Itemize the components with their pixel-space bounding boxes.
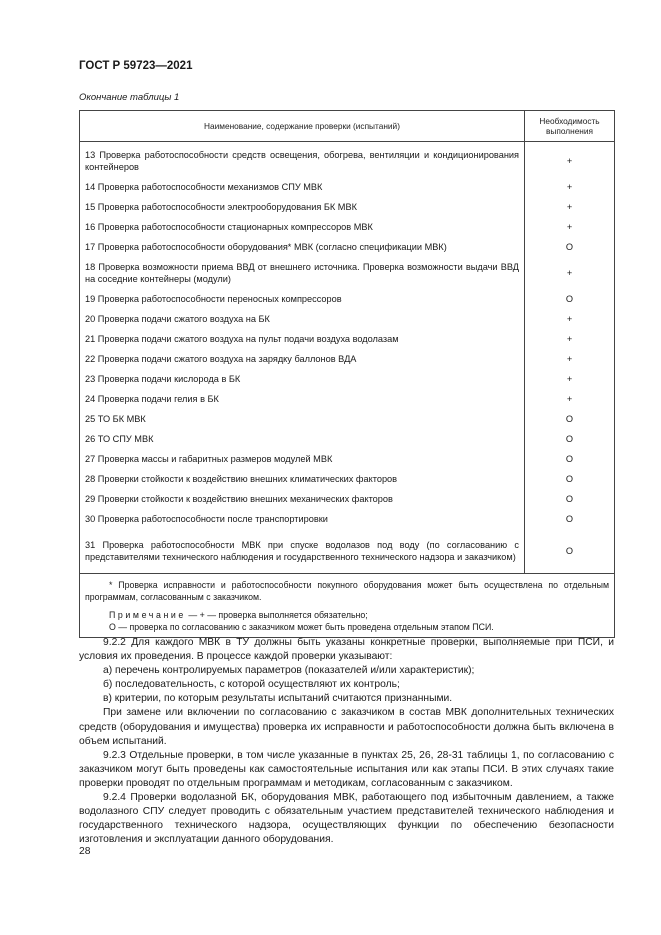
paragraph-9-2-3: 9.2.3 Отдельные проверки, в том числе указанные в пунктах 25, 26, 28-31 таблицы 1, по согласованию с заказчиком могут быть проведены как самостоятельные испытания или как этапы ПСИ. В этих случаях такие проверки проводят по отдельным программам и методикам, согласованным с заказчиком.: [79, 749, 614, 789]
table-notes-row: [80, 574, 615, 638]
table-row: [80, 177, 615, 197]
table-caption: Окончание таблицы 1: [79, 92, 180, 103]
list-item-b: б) последовательность, с которой осуществляют их контроль;: [103, 679, 400, 691]
table-row: [80, 349, 615, 369]
table-row: [80, 369, 615, 389]
check-name: 18 Проверка возможности приема ВВД от внешнего источника. Проверка возможности выдачи ВВД на соседние контейнеры (модули): [80, 257, 525, 289]
check-necessity: О: [525, 449, 615, 469]
table-row: [80, 197, 615, 217]
table-row: [80, 509, 615, 529]
check-necessity: +: [525, 349, 615, 369]
standard-header: ГОСТ Р 59723—2021: [79, 60, 193, 72]
check-name: 15 Проверка работоспособности электрооборудования БК МВК: [80, 197, 525, 217]
check-necessity: +: [525, 329, 615, 349]
check-name: 30 Проверка работоспособности после транспортировки: [80, 509, 525, 529]
check-name: 22 Проверка подачи сжатого воздуха на зарядку баллонов ВДА: [80, 349, 525, 369]
column-header-name: Наименование, содержание проверки (испытаний): [80, 111, 525, 142]
check-necessity: +: [525, 197, 615, 217]
check-name: 23 Проверка подачи кислорода в БК: [80, 369, 525, 389]
check-necessity: +: [525, 142, 615, 178]
check-name: 29 Проверки стойкости к воздействию внешних механических факторов: [80, 489, 525, 509]
check-name: 31 Проверка работоспособности МВК при спуске водолазов под воду (по согласованию с представителями технического наблюдения и государственного технического надзора и заказчиком): [80, 529, 525, 574]
check-necessity: О: [525, 469, 615, 489]
table-row: [80, 329, 615, 349]
table-row: [80, 217, 615, 237]
check-name: 26 ТО СПУ МВК: [80, 429, 525, 449]
check-name: 13 Проверка работоспособности средств освещения, обогрева, вентиляции и кондиционирования контейнеров: [80, 142, 525, 178]
table-row: [80, 389, 615, 409]
check-name: 14 Проверка работоспособности механизмов СПУ МВК: [80, 177, 525, 197]
table-row: [80, 257, 615, 289]
check-name: 27 Проверка массы и габаритных размеров модулей МВК: [80, 449, 525, 469]
column-header-necessity: Необходимость выполнения: [525, 111, 615, 142]
check-necessity: +: [525, 257, 615, 289]
check-name: 17 Проверка работоспособности оборудования* МВК (согласно спецификации МВК): [80, 237, 525, 257]
table-row: [80, 429, 615, 449]
list-item-v: в) критерии, по которым результаты испытаний считаются признанными.: [103, 693, 453, 705]
table-header-row: [80, 111, 615, 142]
paragraph-replacement: При замене или включении по согласованию с заказчиком в состав МВК дополнительных технических средств (оборудования и имущества) проверка их исправности и работоспособности должна быть включена в объем испытаний.: [79, 707, 614, 747]
paragraph-9-2-2: 9.2.2 Для каждого МВК в ТУ должны быть указаны конкретные проверки, выполняемые при ПСИ, и условия их проведения. В процессе каждой проверки указывают:: [79, 637, 614, 663]
check-necessity: +: [525, 389, 615, 409]
note-text-1: — + — проверка выполняется обязательно;: [185, 610, 368, 620]
table-note-line-1: [85, 609, 609, 621]
check-name: 20 Проверка подачи сжатого воздуха на БК: [80, 309, 525, 329]
check-necessity: О: [525, 409, 615, 429]
check-necessity: О: [525, 489, 615, 509]
check-necessity: +: [525, 309, 615, 329]
check-necessity: О: [525, 289, 615, 309]
table-notes: [80, 574, 615, 638]
check-necessity: +: [525, 217, 615, 237]
requirements-table: [79, 110, 615, 638]
paragraph-9-2-4: 9.2.4 Проверки водолазной БК, оборудования МВК, работающего под избыточным давлением, а также водолазного СПУ следует проводить с обязательным участием представителей технического наблюдения и государственного технического надзора, осуществляющих функции по обеспечению безопасности изготовления и эксплуатации данного оборудования.: [79, 792, 614, 846]
check-necessity: О: [525, 237, 615, 257]
table-row: [80, 142, 615, 178]
table-row: [80, 237, 615, 257]
body-text: [79, 636, 614, 847]
check-name: 25 ТО БК МВК: [80, 409, 525, 429]
table-row: [80, 469, 615, 489]
list-item-a: а) перечень контролируемых параметров (показателей и/или характеристик);: [103, 665, 475, 677]
table-row: [80, 489, 615, 509]
check-necessity: О: [525, 509, 615, 529]
check-necessity: О: [525, 529, 615, 574]
check-name: 16 Проверка работоспособности стационарных компрессоров МВК: [80, 217, 525, 237]
check-name: 19 Проверка работоспособности переносных компрессоров: [80, 289, 525, 309]
table-row: [80, 529, 615, 574]
note-label: Примечание: [109, 610, 186, 620]
table-row: [80, 409, 615, 429]
table-note-line-2: О — проверка по согласованию с заказчиком может быть проведена отдельным этапом ПСИ.: [109, 622, 494, 632]
page-number: 28: [79, 846, 91, 857]
table-row: [80, 289, 615, 309]
check-name: 28 Проверки стойкости к воздействию внешних климатических факторов: [80, 469, 525, 489]
table-row: [80, 309, 615, 329]
table-row: [80, 449, 615, 469]
table-footnote: * Проверка исправности и работоспособности покупного оборудования может быть осуществлена по отдельным программам, согласованным с заказчиком.: [85, 580, 609, 602]
check-name: 24 Проверка подачи гелия в БК: [80, 389, 525, 409]
check-necessity: +: [525, 369, 615, 389]
check-name: 21 Проверка подачи сжатого воздуха на пульт подачи воздуха водолазам: [80, 329, 525, 349]
check-necessity: О: [525, 429, 615, 449]
check-necessity: +: [525, 177, 615, 197]
